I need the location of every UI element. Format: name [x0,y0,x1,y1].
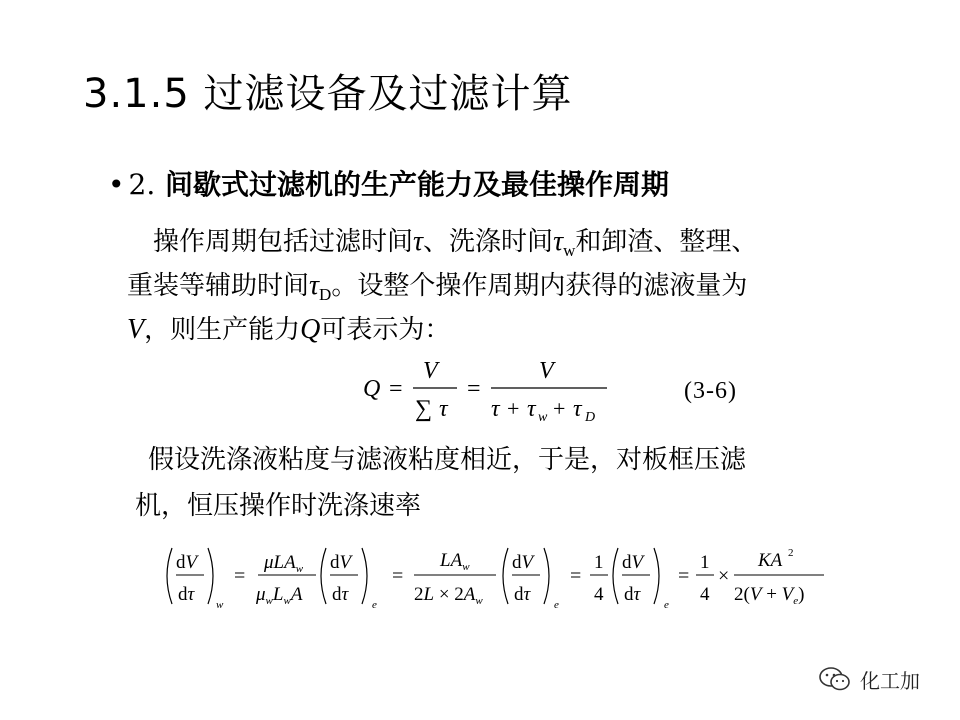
svg-text:τ: τ [439,396,448,422]
svg-text:τ: τ [491,396,500,422]
watermark [818,662,920,696]
bullet-dot: • [108,168,125,201]
svg-text:dτ: dτ [624,584,641,605]
svg-text:4: 4 [594,584,604,605]
svg-text:=: = [467,376,481,402]
slide-title: 3.1.5 过滤设备及过滤计算 [83,71,573,117]
paragraph1-line1 [153,219,757,265]
svg-text:V: V [423,358,438,384]
svg-text:4: 4 [700,584,710,605]
svg-text:=: = [389,376,403,402]
svg-text:V: V [539,358,554,384]
paragraph2-line1: 假设洗涤液粘度与滤液粘度相近，于是，对板框压滤 [148,445,747,475]
paragraph1-line3 [127,307,450,353]
svg-text:e: e [372,599,377,611]
svg-text:∑: ∑ [415,396,433,422]
symbol-Q: Q [300,314,321,345]
watermark-text: 化工加 [860,668,920,693]
svg-text:μLAw: μLA$_w$ [264,552,304,575]
svg-text:LAw: $LA_w$ [440,550,470,573]
svg-text:dτ: dτ [332,584,349,605]
text-run: 可表示为： [320,315,451,345]
equation-3-6 [355,350,635,430]
svg-text:w: w [216,599,224,611]
equation-number: (3-6) [684,378,737,404]
paragraph1-line2 [127,263,747,309]
text-run: 操作周期包括过滤时间 [153,227,414,257]
subheading-number: 2. [128,168,156,201]
subscript-D: D [319,285,332,304]
text-run: ，则生产能力 [144,315,301,345]
text-run: 、洗涤时间 [423,227,554,257]
svg-text:e: e [664,599,669,611]
svg-text:e: e [554,599,559,611]
text-run: 重装等辅助时间 [127,271,310,301]
symbol-tau: τ [413,226,424,257]
svg-text:=: = [570,565,582,587]
svg-text:dτ: dτ [514,584,531,605]
paragraph2-line2: 机，恒压操作时洗涤速率 [135,491,422,521]
svg-text:dV: dV [330,552,352,573]
svg-text:Q: Q [363,376,381,402]
svg-text:w: w [538,410,548,425]
symbol-tau-D: τ [309,270,320,301]
svg-text:=: = [392,565,404,587]
text-run: 。设整个操作周期内获得的滤液量为 [331,271,748,301]
svg-text:τ: τ [573,396,582,422]
svg-text:2L × 2Aw: $2L \times 2A_w$ [414,584,483,607]
svg-text:μwLwA: $\mu_wL_wA$ [256,584,303,607]
svg-text:dτ: dτ [178,584,195,605]
subheading-text: 间歇式过滤机的生产能力及最佳操作周期 [164,168,669,201]
svg-text:=: = [678,565,690,587]
symbol-tau-w: τ [553,226,564,257]
symbol-V: V [127,314,145,345]
washing-rate-equation [160,538,840,618]
svg-text:=: = [234,565,246,587]
svg-text:2: 2 [788,547,794,559]
svg-text:D: D [585,410,596,425]
svg-text:+: + [507,396,520,421]
svg-text:dV: dV [512,552,534,573]
svg-text:2(V + Ve): $2(V + V_e)$ [734,584,805,607]
svg-text:1: 1 [700,552,710,573]
svg-text:KA: KA [758,550,783,571]
svg-text:dV: dV [622,552,644,573]
svg-text:×: × [718,565,730,587]
svg-text:1: 1 [594,552,604,573]
svg-text:dV: dV [176,552,198,573]
subscript-w: w [563,241,576,260]
svg-text:τ: τ [527,396,536,422]
svg-text:+: + [553,396,566,421]
text-run: 和卸渣、整理、 [575,227,758,257]
wechat-icon [818,666,852,692]
subheading [108,163,669,203]
